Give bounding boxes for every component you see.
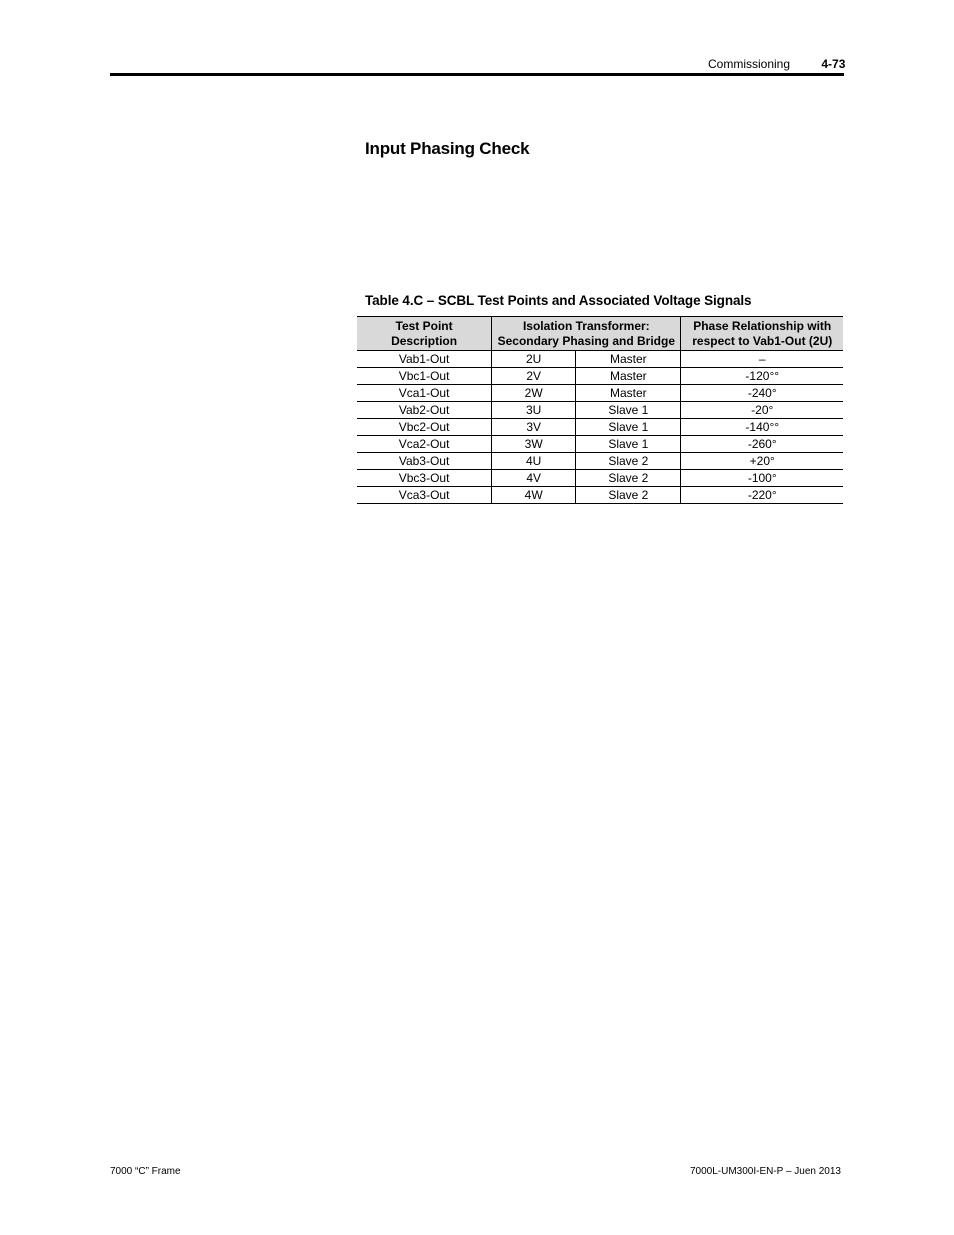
cell-bridge: Slave 2 (576, 470, 681, 487)
table-row (357, 351, 843, 368)
cell-test-point: Vca3-Out (357, 487, 492, 504)
cell-bridge: Slave 2 (576, 453, 681, 470)
cell-bridge: Master (576, 351, 681, 368)
header-test-point (357, 317, 492, 351)
cell-test-point: Vab1-Out (357, 351, 492, 368)
cell-bridge: Master (576, 368, 681, 385)
cell-bridge: Slave 2 (576, 487, 681, 504)
running-header (708, 57, 845, 71)
test-points-table (357, 316, 843, 504)
cell-terminal: 2U (492, 351, 576, 368)
header-rule (110, 73, 844, 76)
table-row (357, 402, 843, 419)
table-row (357, 368, 843, 385)
cell-test-point: Vab3-Out (357, 453, 492, 470)
cell-phase: -120°° (681, 368, 843, 385)
footer-publication: 7000L-UM300I-EN-P – Juen 2013 (689, 1166, 841, 1177)
header-isolation-line1: Isolation Transformer: (522, 318, 650, 333)
header-page-number: 4-73 (821, 57, 846, 71)
header-phase-line2: respect to Vab1-Out (2U) (692, 333, 833, 348)
header-test-point-line1: Test Point (395, 318, 453, 333)
cell-phase: -140°° (681, 419, 843, 436)
cell-terminal: 2W (492, 385, 576, 402)
cell-bridge: Slave 1 (576, 419, 681, 436)
table-row (357, 436, 843, 453)
header-phase-relationship (681, 317, 843, 351)
cell-terminal: 4V (492, 470, 576, 487)
table-row (357, 470, 843, 487)
cell-terminal: 4U (492, 453, 576, 470)
header-phase-line1: Phase Relationship with (693, 318, 832, 333)
cell-phase: -260° (681, 436, 843, 453)
table-row (357, 419, 843, 436)
section-heading: Input Phasing Check (365, 139, 530, 158)
cell-test-point: Vbc3-Out (357, 470, 492, 487)
header-isolation-transformer (492, 317, 681, 351)
cell-bridge: Master (576, 385, 681, 402)
cell-phase: -240° (681, 385, 843, 402)
footer-product: 7000 “C” Frame (110, 1166, 181, 1177)
cell-bridge: Slave 1 (576, 402, 681, 419)
table-header-row (357, 317, 843, 351)
cell-terminal: 3W (492, 436, 576, 453)
cell-phase: -220° (681, 487, 843, 504)
table-row (357, 385, 843, 402)
cell-terminal: 3V (492, 419, 576, 436)
cell-test-point: Vca2-Out (357, 436, 492, 453)
table-row (357, 453, 843, 470)
header-section-title: Commissioning (708, 57, 791, 71)
table-caption: Table 4.C – SCBL Test Points and Associated Voltage Signals (365, 293, 752, 308)
cell-test-point: Vbc2-Out (357, 419, 492, 436)
cell-terminal: 4W (492, 487, 576, 504)
cell-phase: -100° (681, 470, 843, 487)
cell-bridge: Slave 1 (576, 436, 681, 453)
table-row (357, 487, 843, 504)
cell-phase: – (681, 351, 843, 368)
cell-test-point: Vab2-Out (357, 402, 492, 419)
cell-test-point: Vca1-Out (357, 385, 492, 402)
cell-phase: -20° (681, 402, 843, 419)
cell-phase: +20° (681, 453, 843, 470)
cell-test-point: Vbc1-Out (357, 368, 492, 385)
header-isolation-line2: Secondary Phasing and Bridge (497, 333, 675, 348)
header-test-point-line2: Description (391, 333, 458, 348)
cell-terminal: 3U (492, 402, 576, 419)
cell-terminal: 2V (492, 368, 576, 385)
